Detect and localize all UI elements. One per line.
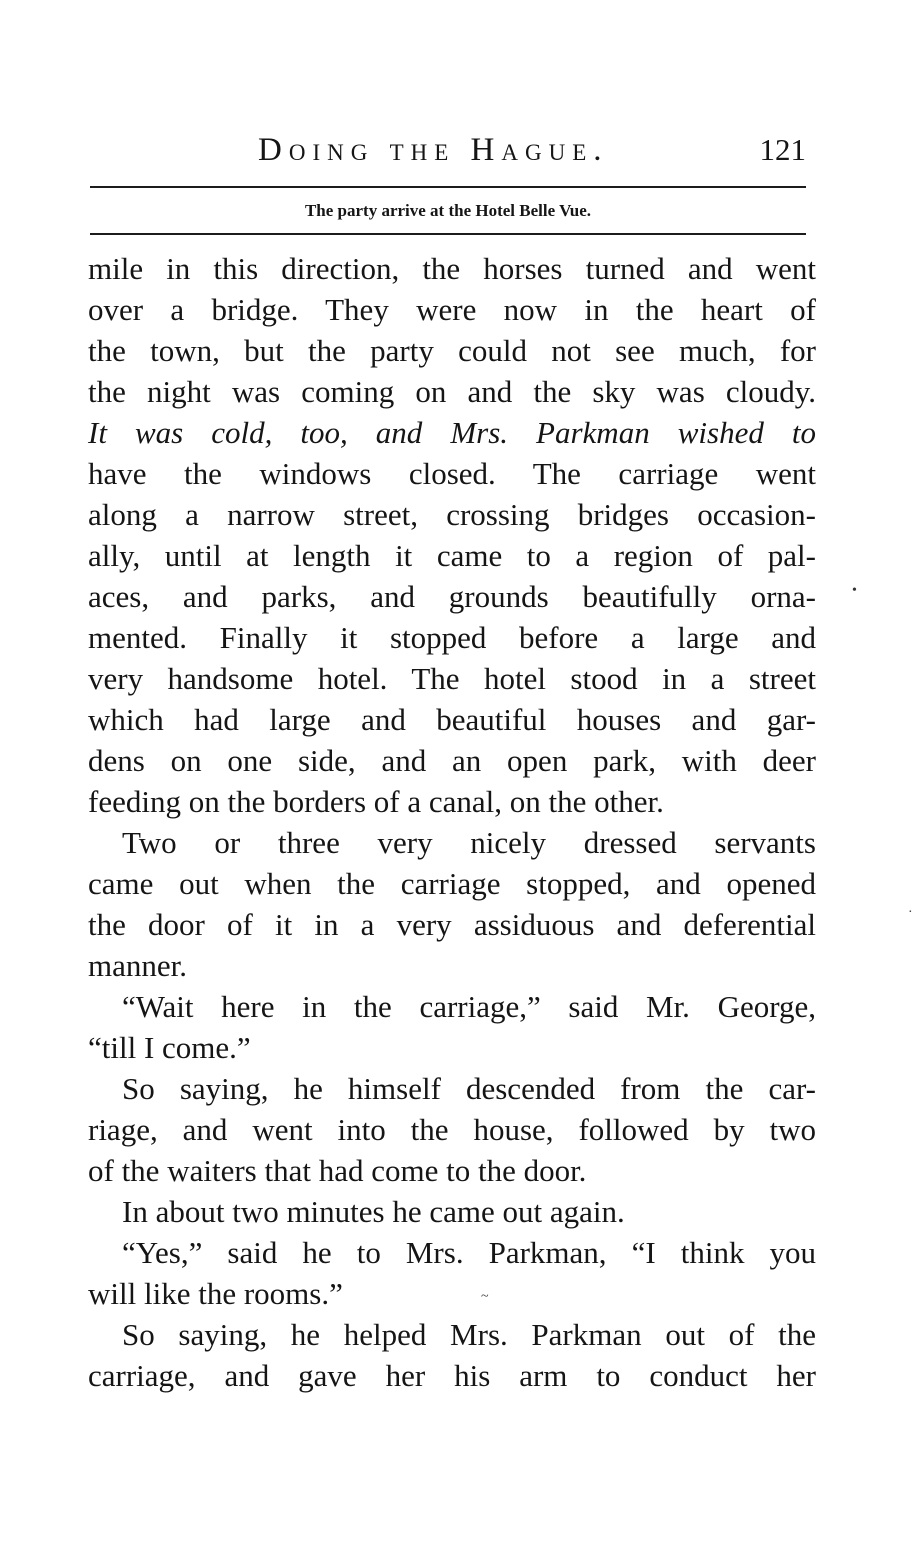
text-line: carriage, and gave her his arm to conduct her [88, 1358, 816, 1393]
text-line: came out when the carriage stopped, and opened [88, 866, 816, 901]
margin-speck: • [852, 583, 857, 598]
text-line: feeding on the borders of a canal, on the other. [88, 784, 664, 819]
text-line: ally, until at length it came to a region of pal- [88, 538, 816, 573]
text-line: the night was coming on and the sky was cloudy. [88, 374, 816, 409]
margin-speck: · [908, 905, 913, 920]
text-line: So saying, he helped Mrs. Parkman out of the [122, 1317, 816, 1352]
header-rule-top [90, 186, 806, 188]
text-line: have the windows closed. The carriage went [88, 456, 816, 491]
text-line: aces, and parks, and grounds beautifully orna- [88, 579, 816, 614]
text-line: along a narrow street, crossing bridges occasion- [88, 497, 816, 532]
running-title: Doing the Hague. [258, 132, 609, 168]
text-line: will like the rooms.” [88, 1276, 343, 1311]
text-line: manner. [88, 948, 187, 983]
ink-smudge: ~ [481, 1289, 489, 1304]
text-line: Two or three very nicely dressed servants [122, 825, 816, 860]
header-rule-bottom [90, 233, 806, 235]
text-line: which had large and beautiful houses and gar- [88, 702, 816, 737]
body-text [88, 248, 816, 1396]
text-line: “till I come.” [88, 1030, 251, 1065]
page-number: 121 [759, 132, 806, 167]
text-line: very handsome hotel. The hotel stood in a street [88, 661, 816, 696]
text-line: the town, but the party could not see much, for [88, 333, 816, 368]
text-line: “Yes,” said he to Mrs. Parkman, “I think you [122, 1235, 816, 1270]
text-line: In about two minutes he came out again. [122, 1194, 625, 1229]
text-line: So saying, he himself descended from the car- [122, 1071, 816, 1106]
text-line: “Wait here in the carriage,” said Mr. George, [122, 989, 816, 1024]
chapter-subhead: The party arrive at the Hotel Belle Vue. [304, 201, 592, 220]
text-line: over a bridge. They were now in the heart of [88, 292, 816, 327]
running-head [90, 130, 806, 174]
text-line: of the waiters that had come to the door. [88, 1153, 587, 1188]
text-line: riage, and went into the house, followed by two [88, 1112, 816, 1147]
text-line: mile in this direction, the horses turned and went [88, 251, 816, 286]
text-line: It was cold, too, and Mrs. Parkman wished to [88, 415, 816, 450]
text-line: dens on one side, and an open park, with deer [88, 743, 816, 778]
text-line: the door of it in a very assiduous and deferential [88, 907, 816, 942]
text-line: mented. Finally it stopped before a large and [88, 620, 816, 655]
